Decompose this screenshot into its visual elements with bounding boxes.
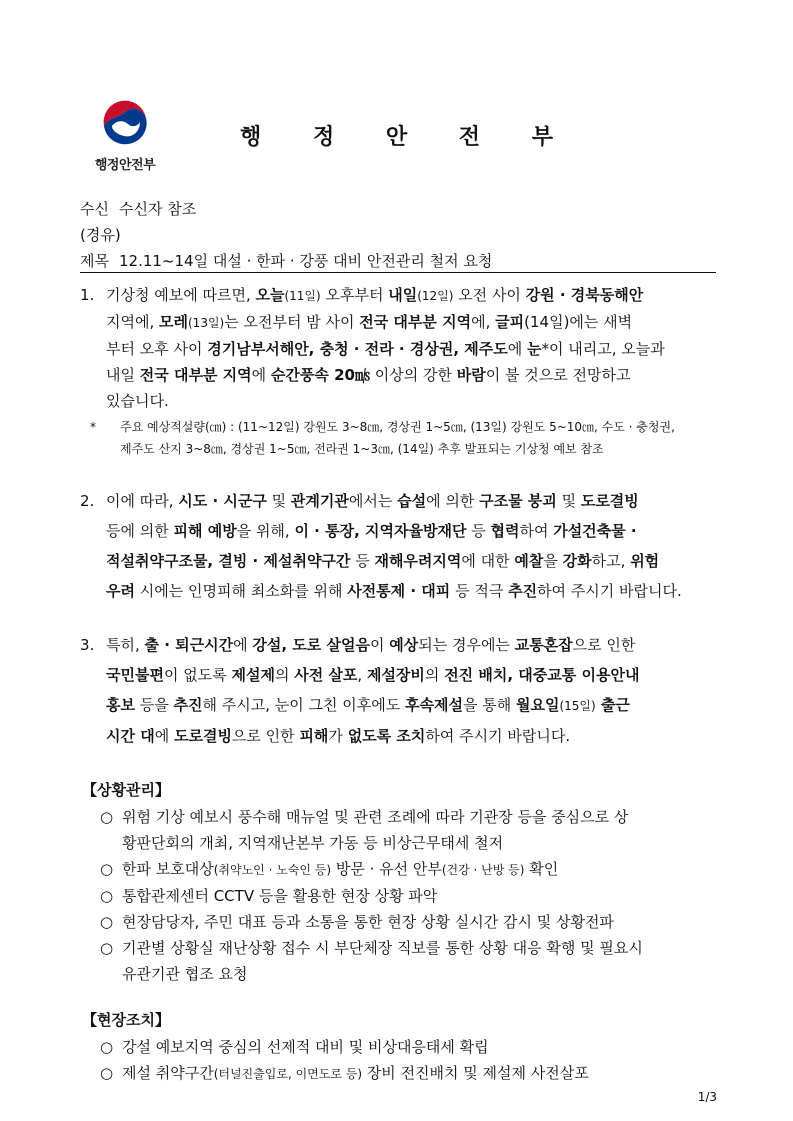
p1-line-2: 지역에, 모레(13일)는 오전부터 밤 사이 전국 대부분 지역에, 글피(14일)에는 새벽: [106, 313, 633, 331]
note-line-1: 주요 예상적설량(㎝) : (11~12일) 강원도 3~8㎝, 경상권 1~5㎝, (13일) 강원도 5~10㎝, 수도 · 충청권,: [120, 420, 675, 434]
situation-list: [100, 804, 720, 987]
circle-bullet-icon: ○: [100, 887, 114, 905]
p2-line-4: 우려 시에는 인명피해 최소화를 위해 사전통제 · 대피 등 적극 추진하여 주시기 바랍니다.: [106, 582, 682, 600]
list-item: ○ 기관별 상황실 재난상황 접수 시 부단체장 직보를 통한 상황 대응 확행 및 필요시 유관기관 협조 요청: [100, 935, 720, 987]
p3-line-1: 특히, 출 · 퇴근시간에 강설, 도로 살얼음이 예상되는 경우에는 교통혼잡으로 인한: [106, 636, 636, 654]
via-row: [80, 222, 502, 248]
circle-bullet-icon: ○: [100, 913, 114, 931]
header-divider: [80, 272, 716, 273]
section-heading-field: 【현장조치】: [82, 1011, 170, 1029]
field-list: [100, 1034, 720, 1087]
circle-bullet-icon: ○: [100, 939, 114, 957]
document-body: [80, 282, 720, 1087]
note-asterisk: *: [90, 420, 96, 434]
page-number: 1/3: [697, 1090, 717, 1104]
document-title: 행 정 안 전 부: [240, 125, 575, 150]
subject-label: 제목: [80, 252, 109, 270]
p2-line-1: 이에 따라, 시도 · 시군구 및 관계기관에서는 습설에 의한 구조물 붕괴 및 도로결빙: [106, 492, 639, 510]
forecast-note: [90, 416, 720, 460]
p2-line-2: 등에 의한 피해 예방을 위해, 이 · 통장, 지역자율방재단 등 협력하여 가설건축물 ·: [106, 522, 637, 540]
list-item: ○ 통합관제센터 CCTV 등을 활용한 현장 상황 파악: [100, 883, 720, 909]
p3-line-3: 홍보 등을 추진해 주시고, 눈이 그친 이후에도 후속제설을 통해 월요일(15일) 출근: [106, 696, 630, 714]
section-heading-situation: 【상황관리】: [82, 781, 170, 799]
recipient-label: 수신: [80, 200, 109, 218]
recipient-row: [80, 196, 502, 222]
list-item: ○ 한파 보호대상(취약노인 · 노숙인 등) 방문 · 유선 안부(건강 · 난방 등) 확인: [100, 856, 720, 883]
p3-line-2: 국민불편이 없도록 제설제의 사전 살포, 제설장비의 전진 배치, 대중교통 이용안내: [106, 666, 640, 684]
document-meta: [80, 196, 502, 274]
paragraph-number: 2.: [80, 492, 95, 510]
recipient-value: 수신자 참조: [118, 200, 197, 218]
p3-line-4: 시간 대에 도로결빙으로 인한 피해가 없도록 조치하여 주시기 바랍니다.: [106, 727, 571, 745]
paragraph-2: [80, 486, 720, 606]
p1-line-4: 내일 전국 대부분 지역에 순간풍속 20㎧ 이상의 강한 바람이 불 것으로 전망하고: [106, 366, 631, 384]
paragraph-number: 3.: [80, 636, 95, 654]
p1-line-5: 있습니다.: [106, 392, 169, 410]
p1-line-1: 기상청 예보에 따르면, 오늘(11일) 오후부터 내일(12일) 오전 사이 강원 · 경북동해안: [106, 286, 644, 304]
paragraph-1: [80, 282, 720, 414]
p1-line-3: 부터 오후 사이 경기남부서해안, 충청 · 전라 · 경상권, 제주도에 눈*이 내리고, 오늘과: [106, 340, 665, 358]
p2-line-3: 적설취약구조물, 결빙 · 제설취약구간 등 재해우려지역에 대한 예찰을 강화하고, 위험: [106, 552, 660, 570]
list-item: ○ 강설 예보지역 중심의 선제적 대비 및 비상대응태세 확립: [100, 1034, 720, 1060]
circle-bullet-icon: ○: [100, 808, 114, 826]
list-item: ○ 제설 취약구간(터널진출입로, 이면도로 등) 장비 전진배치 및 제설제 사전살포: [100, 1060, 720, 1087]
circle-bullet-icon: ○: [100, 1064, 114, 1082]
subject-value: 12.11~14일 대설 · 한파 · 강풍 대비 안전관리 철저 요청: [118, 252, 493, 270]
circle-bullet-icon: ○: [100, 860, 114, 878]
logo-text: 행정안전부: [94, 158, 156, 173]
subject-row: [80, 248, 502, 274]
via-text: (경유): [80, 226, 121, 244]
circle-bullet-icon: ○: [100, 1038, 114, 1056]
list-item: ○ 현장담당자, 주민 대표 등과 소통을 통한 현장 상황 실시간 감시 및 상황전파: [100, 909, 720, 935]
paragraph-number: 1.: [80, 286, 95, 304]
paragraph-3: [80, 630, 720, 751]
note-line-2: 제주도 산지 3~8㎝, 경상권 1~5㎝, 전라권 1~3㎝, (14일) 추후 발표되는 기상청 예보 참조: [120, 442, 604, 456]
list-item: ○ 위험 기상 예보시 풍수해 매뉴얼 및 관련 조례에 따라 기관장 등을 중심으로 상 황판단회의 개최, 지역재난본부 가동 등 비상근무태세 철저: [100, 804, 720, 856]
